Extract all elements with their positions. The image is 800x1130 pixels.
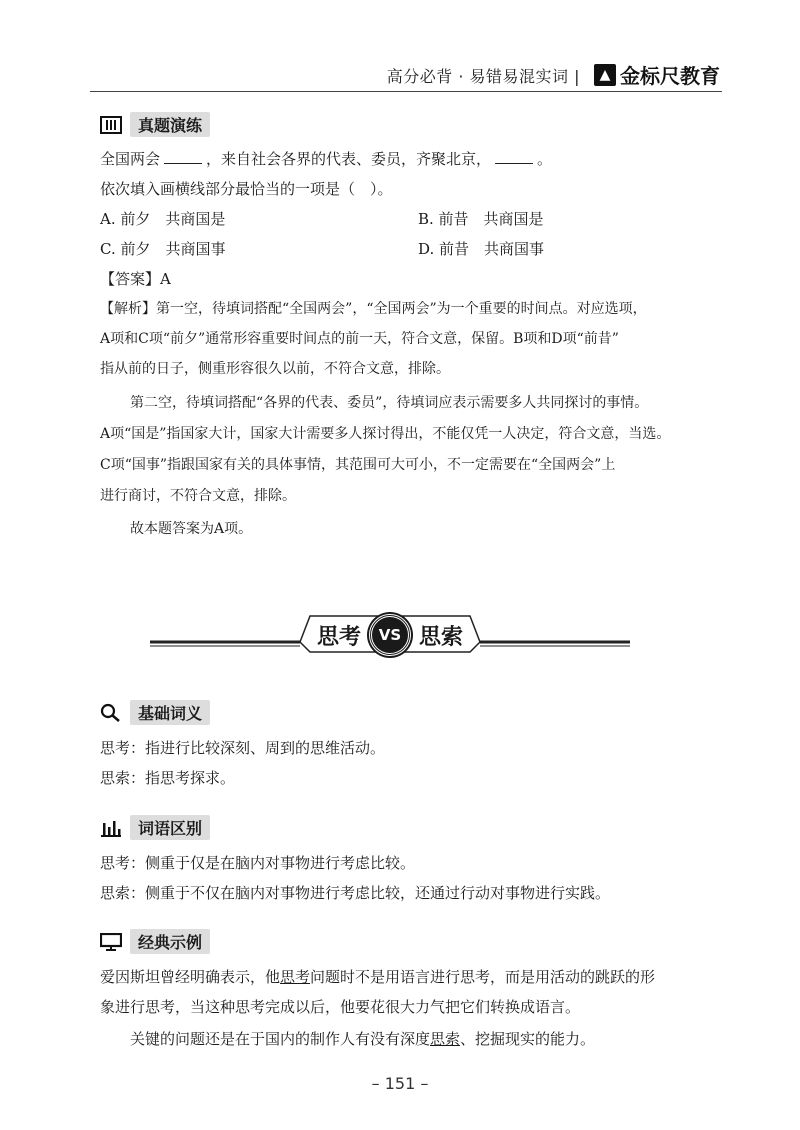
- sliders-icon: [100, 116, 122, 134]
- banner-left-word: 思考: [316, 623, 361, 650]
- blank-2: [495, 151, 533, 164]
- monitor-icon: [100, 933, 122, 951]
- banner-right-word: 思索: [419, 623, 464, 650]
- brand-name: 金标尺教育: [620, 64, 720, 88]
- running-header: [0, 58, 800, 92]
- header-rule: [90, 91, 722, 92]
- page-number: – 151 –: [371, 1074, 429, 1093]
- analysis-line: 指从前的日子，侧重形容很久以前，不符合文意，排除。: [100, 361, 450, 377]
- diff-line: 思考：侧重于仅是在脑内对事物进行考虑比较。: [100, 854, 416, 872]
- example-text: 、挖掘现实的能力。: [460, 1030, 596, 1048]
- analysis-line: A项和C项“前夕”通常形容重要时间点的前一天，符合文意，保留。B项和D项“前昔”: [100, 331, 619, 347]
- diff-section-title: [100, 815, 210, 840]
- answer: 【答案】A: [100, 270, 171, 288]
- example-title-label: 经典示例: [130, 929, 210, 954]
- basic-line: 思考：指进行比较深刻、周到的思维活动。: [100, 739, 386, 757]
- highlight-word: 思考: [280, 968, 311, 986]
- example-text: 问题时不是用语言进行思考，而是用活动的跳跃的形: [310, 968, 656, 986]
- example-line: [130, 1028, 595, 1049]
- basic-title-label: 基础词义: [130, 700, 210, 725]
- option-d: D. 前昔 共商国事: [418, 240, 545, 258]
- exercise-section-title: [100, 112, 210, 137]
- example-text: 关键的问题还是在于国内的制作人有没有深度: [130, 1030, 431, 1048]
- analysis-conclusion: 故本题答案为A项。: [130, 521, 253, 537]
- stem-part-2: ，来自社会各界的代表、委员，齐聚北京，: [206, 150, 492, 168]
- vs-badge: VS: [369, 614, 411, 656]
- example-text: 爱因斯坦曾经明确表示，他: [100, 968, 281, 986]
- exercise-title-label: 真题演练: [130, 112, 210, 137]
- bar-chart-icon: [100, 819, 122, 837]
- option-c: C. 前夕 共商国事: [100, 240, 226, 258]
- stem-part-3: 。: [537, 150, 553, 168]
- diff-title-label: 词语区别: [130, 815, 210, 840]
- analysis-line: C项“国事”指跟国家有关的具体事情，其范围可大可小，不一定需要在“全国两会”上: [100, 457, 616, 473]
- header-subtitle: 高分必背 · 易错易混实词 |: [386, 67, 580, 86]
- question-stem: [100, 148, 552, 169]
- analysis-line: A项“国是”指国家大计，国家大计需要多人探讨得出，不能仅凭一人决定，符合文意，当选。: [100, 426, 671, 442]
- option-a: A. 前夕 共商国是: [100, 210, 226, 228]
- analysis-line: 【解析】第一空，待填词搭配“全国两会”，“全国两会”为一个重要的时间点。对应选项，: [100, 301, 647, 317]
- magnifier-icon: [100, 704, 122, 722]
- brand-logo: [594, 60, 720, 89]
- analysis-line: 第二空，待填词搭配“各界的代表、委员”，待填词应表示需要多人共同探讨的事情。: [130, 395, 649, 411]
- basic-section-title: [100, 700, 210, 725]
- analysis-line: 进行商讨，不符合文意，排除。: [100, 488, 296, 504]
- question-prompt: 依次填入画横线部分最恰当的一项是（ ）。: [100, 180, 393, 198]
- option-b: B. 前昔 共商国是: [418, 210, 544, 228]
- basic-line: 思索：指思考探求。: [100, 769, 236, 787]
- diff-line: 思索：侧重于不仅在脑内对事物进行考虑比较，还通过行动对事物进行实践。: [100, 884, 611, 902]
- stem-part-1: 全国两会: [100, 150, 161, 168]
- comparison-banner: [150, 614, 630, 656]
- example-section-title: [100, 929, 210, 954]
- highlight-word: 思索: [430, 1030, 461, 1048]
- example-line: [100, 966, 655, 987]
- blank-1: [164, 151, 202, 164]
- example-line: 象进行思考，当这种思考完成以后，他要花很大力气把它们转换成语言。: [100, 998, 581, 1016]
- brand-mark-icon: ▲: [594, 64, 616, 86]
